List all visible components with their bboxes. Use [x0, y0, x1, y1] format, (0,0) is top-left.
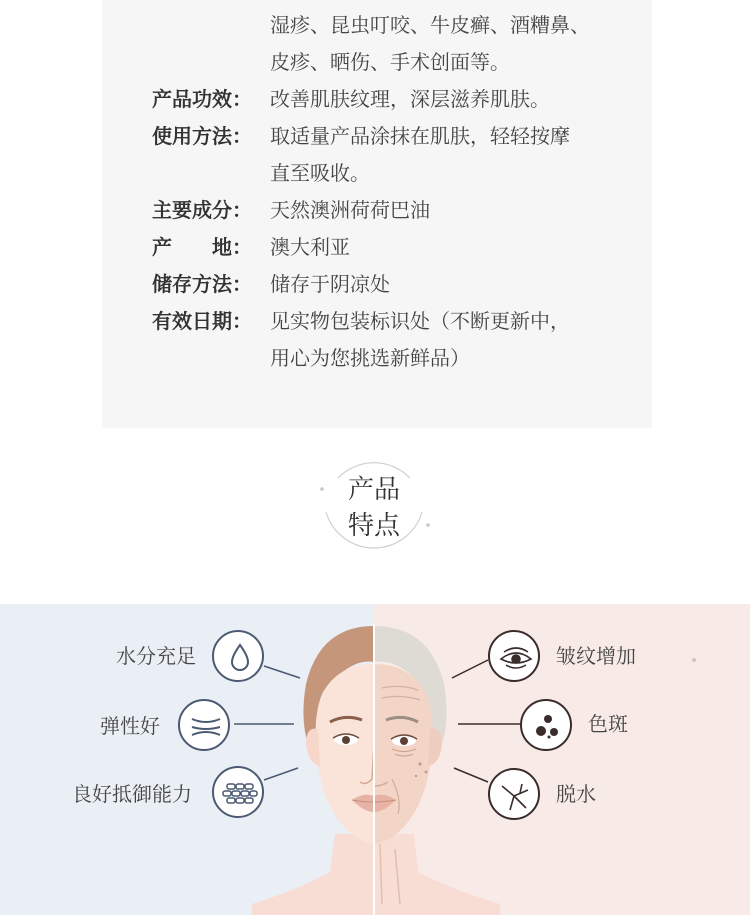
usage-label: 使用方法：	[152, 124, 252, 148]
product-features-illustration	[0, 604, 750, 915]
section-title-line2: 特点	[347, 511, 400, 541]
water-drop-icon	[212, 630, 264, 682]
connector-lines	[0, 604, 750, 915]
wrinkled-eye-icon	[488, 630, 540, 682]
usage-value: 取适量产品涂抹在肌肤，轻轻按摩	[270, 124, 570, 148]
section-title-line1: 产品	[347, 475, 400, 505]
elastic-waves-icon	[178, 699, 230, 751]
decor-dot	[690, 656, 698, 664]
feature-dehydration-label: 脱水	[556, 782, 596, 806]
cell-barrier-icon	[212, 766, 264, 818]
usage-value-cont: 直至吸收。	[270, 161, 370, 185]
dark-spots-icon	[520, 699, 572, 751]
feature-elasticity-label: 弹性好	[100, 714, 160, 738]
ingredients-value: 天然澳洲荷荷巴油	[270, 198, 430, 222]
section-title	[318, 452, 430, 564]
origin-label: 产 地：	[152, 235, 252, 259]
feature-spots-label: 色斑	[588, 712, 628, 736]
feature-hydration-label: 水分充足	[116, 644, 196, 668]
feature-barrier-label: 良好抵御能力	[72, 782, 192, 806]
feature-wrinkles-label: 皱纹增加	[556, 644, 636, 668]
efficacy-value: 改善肌肤纹理，深层滋养肌肤。	[270, 87, 550, 111]
detail-value: 湿疹、昆虫叮咬、牛皮癣、酒糟鼻、	[270, 13, 590, 37]
storage-label: 储存方法：	[152, 272, 252, 296]
expiry-value-cont: 用心为您挑选新鲜品）	[270, 346, 470, 370]
efficacy-label: 产品功效：	[152, 87, 252, 111]
expiry-value: 见实物包装标识处（不断更新中，	[270, 309, 570, 333]
detail-value: 皮疹、晒伤、手术创面等。	[270, 50, 510, 74]
ingredients-label: 主要成分：	[152, 198, 252, 222]
cracked-skin-icon	[488, 768, 540, 820]
storage-value: 储存于阴凉处	[270, 272, 390, 296]
origin-value: 澳大利亚	[270, 235, 350, 259]
expiry-label: 有效日期：	[152, 309, 252, 333]
